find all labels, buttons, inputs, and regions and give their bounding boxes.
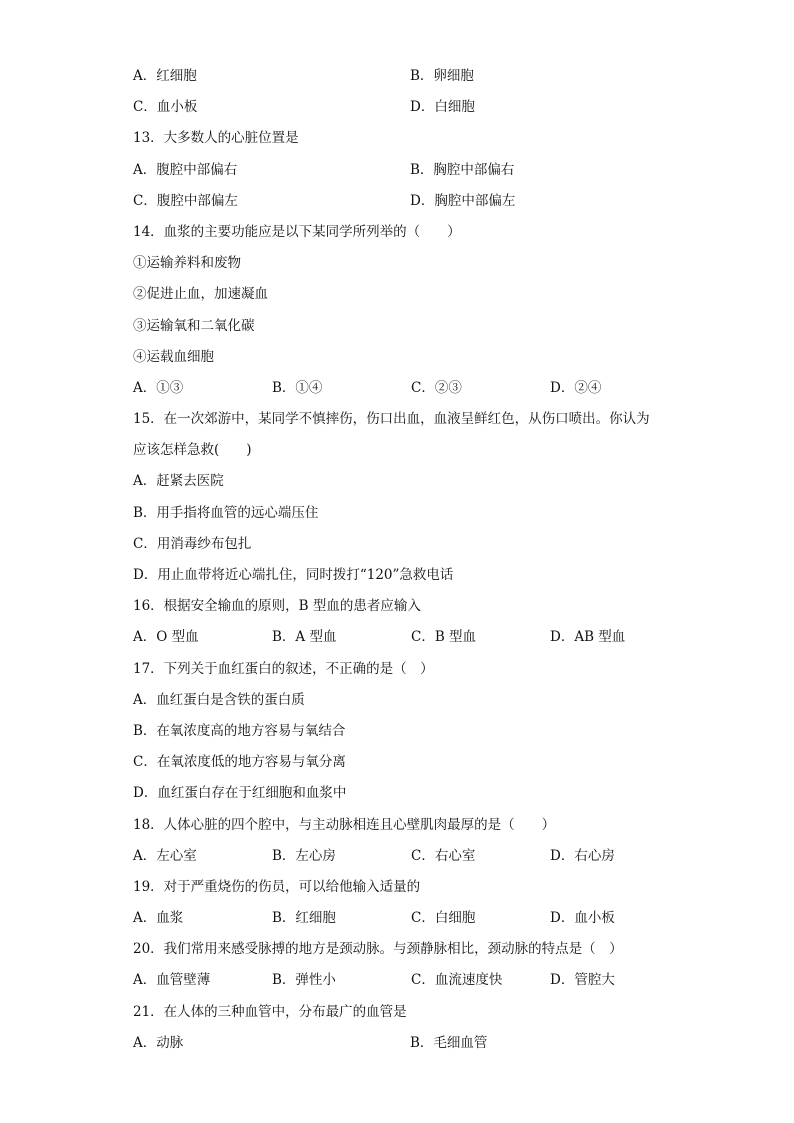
q14-item-1: ①运输养料和废物 [133,255,241,272]
q17-option-d: D．血红蛋白存在于红细胞和血浆中 [133,785,347,802]
option-b: B．左心房 [272,847,336,864]
option-c: C．腹腔中部偏左 [133,192,238,209]
option-d: D．②④ [550,379,602,396]
option-d: D．血小板 [550,910,615,927]
q21-options-row [133,1030,693,1061]
exam-page [133,63,693,1061]
q13-options-row-1 [133,157,693,188]
q14-item-2: ②促进止血，加速凝血 [133,286,268,303]
option-a: A．红细胞 [133,68,197,84]
question-15-stem-line-1: 15．在一次郊游中，某同学不慎摔伤，伤口出血，血液呈鲜红色，从伤口喷出。你认为 [133,411,650,428]
option-c: C．血小板 [133,99,198,116]
q15-option-d: D．用止血带将近心端扎住，同时拨打“120”急救电话 [133,567,454,583]
q14-item-3: ③运输氧和二氧化碳 [133,317,255,334]
option-b: B．红细胞 [272,910,336,927]
q12-options-row-1 [133,63,693,94]
option-c: C．B 型血 [411,629,477,646]
option-b: B．卵细胞 [410,68,474,84]
option-b: B．弹性小 [272,972,336,989]
question-19-stem: 19．对于严重烧伤的伤员，可以给他输入适量的 [133,878,421,895]
option-c: C．血流速度快 [411,972,503,989]
option-d: D．白细胞 [410,99,475,116]
q15-option-a: A．赶紧去医院 [133,473,224,490]
option-a: A．左心室 [133,847,197,864]
q12-options-row-2 [133,94,693,125]
q19-options-row [133,905,693,936]
option-d: D．胸腔中部偏左 [410,192,516,209]
q16-options-row [133,624,693,655]
question-20-stem: 20．我们常用来感受脉搏的地方是颈动脉。与颈静脉相比，颈动脉的特点是（ ） [133,941,623,958]
option-a: A．①③ [133,379,184,396]
q13-options-row-2 [133,188,693,219]
q14-options-row [133,375,693,406]
option-c: C．②③ [411,379,462,396]
option-d: D．AB 型血 [550,629,626,646]
option-c: C．白细胞 [411,910,476,927]
option-b: B．A 型血 [272,629,337,646]
option-a: A．血浆 [133,910,184,927]
question-14-stem: 14．血浆的主要功能应是以下某同学所列举的（ ） [133,223,461,240]
question-17-stem: 17．下列关于血红蛋白的叙述，不正确的是（ ） [133,660,434,677]
q14-item-4: ④运载血细胞 [133,348,214,365]
q17-option-a: A．血红蛋白是含铁的蛋白质 [133,691,305,708]
option-d: D．管腔大 [550,972,615,989]
option-b: B．胸腔中部偏右 [410,161,515,178]
q17-option-b: B．在氧浓度高的地方容易与氧结合 [133,722,346,739]
q18-options-row [133,843,693,874]
option-c: C．右心室 [411,847,476,864]
option-a: A．腹腔中部偏右 [133,161,238,178]
question-21-stem: 21．在人体的三种血管中，分布最广的血管是 [133,1003,407,1020]
q17-option-c: C．在氧浓度低的地方容易与氧分离 [133,754,346,771]
option-d: D．右心房 [550,847,615,864]
option-a: A．血管壁薄 [133,972,211,989]
option-a: A．动脉 [133,1034,184,1051]
question-15-stem-line-2: 应该怎样急救( ) [133,442,252,459]
q20-options-row [133,967,693,998]
q15-option-b: B．用手指将血管的远心端压住 [133,504,319,521]
q15-option-c: C．用消毒纱布包扎 [133,535,252,552]
option-a: A．O 型血 [133,629,199,646]
question-16-stem: 16．根据安全输血的原则，B 型血的患者应输入 [133,598,421,615]
question-18-stem: 18．人体心脏的四个腔中，与主动脉相连且心壁肌肉最厚的是（ ） [133,816,556,833]
question-13-stem: 13．大多数人的心脏位置是 [133,130,299,147]
option-b: B．毛细血管 [410,1034,488,1051]
option-b: B．①④ [272,379,323,396]
